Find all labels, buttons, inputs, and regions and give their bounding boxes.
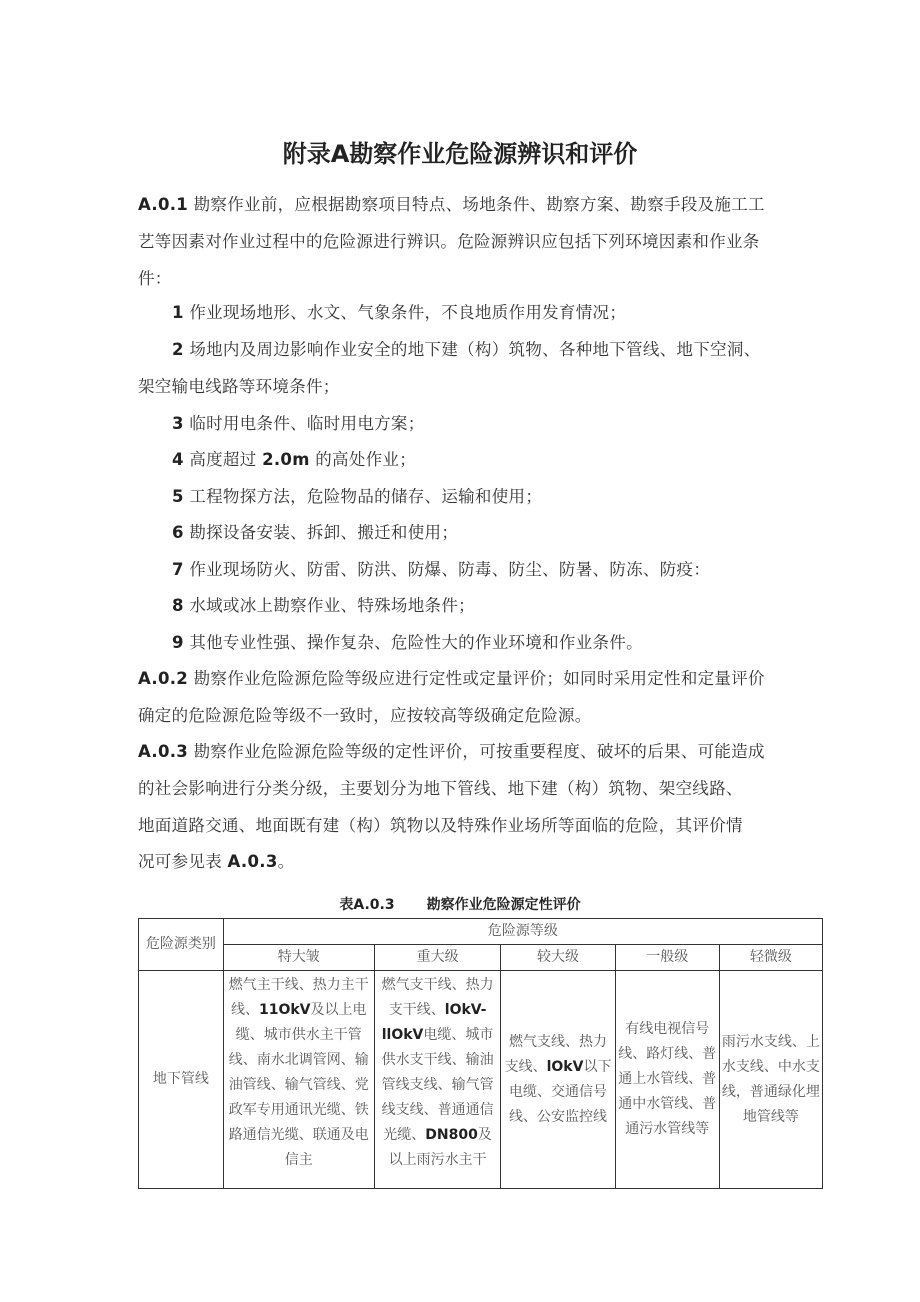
clause-text: 。 bbox=[277, 852, 295, 871]
clause-a03-line1 bbox=[138, 733, 828, 770]
item-text: 勘探设备安装、拆卸、搬迁和使用； bbox=[189, 523, 459, 542]
list-item bbox=[172, 514, 832, 551]
table-cell: 雨污水支线、上水支线、中水支线，普通绿化埋地管线等 bbox=[719, 971, 822, 1189]
header-hazard-level: 危险源等级 bbox=[223, 919, 822, 945]
table-subheader-row bbox=[139, 945, 823, 971]
cell-text: 燃气支线、热力支线、 bbox=[504, 1033, 608, 1075]
item-text: 临时用电条件、临时用电方案； bbox=[189, 414, 425, 433]
cell-value: lOkV bbox=[546, 1058, 584, 1075]
clause-a01-line3: 件： bbox=[138, 269, 172, 288]
clause-number: A.0.1 bbox=[138, 195, 189, 214]
cell-value: 11OkV bbox=[258, 1002, 311, 1018]
list-item bbox=[172, 441, 832, 478]
cell-text: 燃气支干线、热力支干线、 bbox=[381, 977, 494, 1018]
header-level: 较大级 bbox=[501, 945, 615, 971]
table-cell: 有线电视信号线、路灯线、普通上水管线、普通中水管线、普通污水管线等 bbox=[615, 971, 719, 1189]
cell-text: 燃气主干线、热力主干线、 bbox=[228, 977, 369, 1018]
list-item-continuation: 架空输电线路等环境条件； bbox=[138, 377, 340, 396]
table-caption bbox=[0, 894, 920, 914]
cell-text: 及以上雨污水主干 bbox=[388, 1127, 492, 1168]
list-item bbox=[172, 587, 832, 624]
item-number: 8 bbox=[172, 596, 184, 615]
header-level: 轻微级 bbox=[719, 945, 822, 971]
list-item bbox=[172, 331, 832, 368]
item-number: 9 bbox=[172, 633, 184, 652]
item-text: 的高处作业； bbox=[315, 450, 417, 469]
list-item bbox=[172, 551, 832, 588]
item-number: 6 bbox=[172, 523, 184, 542]
page-title: 附录A勘察作业危险源辨识和评价 bbox=[282, 140, 638, 168]
table-header-row bbox=[139, 919, 823, 945]
cell-text: 电缆、城市供水支干线、输油管线支线、输气管线支线、普通通信光缆、 bbox=[381, 1027, 494, 1143]
hazard-evaluation-table bbox=[138, 918, 823, 1189]
item-text: 其他专业性强、操作复杂、危险性大的作业环境和作业条件。 bbox=[189, 633, 643, 652]
cell-text: 以下电缆、交通信号线、公安监控线 bbox=[509, 1058, 612, 1125]
table-cell bbox=[374, 971, 501, 1189]
clause-text: 勘察作业危险源危险等级应进行定性或定量评价；如同时采用定性和定量评价 bbox=[193, 669, 765, 688]
list-item bbox=[172, 294, 832, 331]
header-level: 重大级 bbox=[374, 945, 501, 971]
item-text: 作业现场防火、防雷、防洪、防爆、防毒、防尘、防暑、防冻、防疫： bbox=[189, 560, 711, 579]
clause-a03-line3: 地面道路交通、地面既有建（构）筑物以及特殊作业场所等面临的危险，其评价情 bbox=[138, 816, 743, 835]
clause-a02-line1 bbox=[138, 660, 828, 697]
header-level: 一般级 bbox=[615, 945, 719, 971]
item-text: 作业现场地形、水文、气象条件，不良地质作用发育情况； bbox=[189, 303, 627, 322]
item-value: 2.0m bbox=[262, 450, 310, 469]
item-text: 水域或冰上勘察作业、特殊场地条件； bbox=[189, 596, 475, 615]
item-number: 2 bbox=[172, 340, 184, 359]
clause-a01-line2: 艺等因素对作业过程中的危险源进行辨识。危险源辨识应包括下列环境因素和作业条 bbox=[138, 232, 760, 251]
item-number: 3 bbox=[172, 414, 184, 433]
list-item bbox=[172, 624, 832, 661]
clause-a03-line4 bbox=[138, 843, 828, 880]
cell-text: 及以上电缆、城市供水主干管线、南水北调管网、输油管线、输气管线、党政军专用通讯光缆、铁路通信光缆、联通及电信主 bbox=[228, 1002, 369, 1168]
item-number: 5 bbox=[172, 487, 184, 506]
clause-text: 勘察作业前，应根据勘察项目特点、场地条件、勘察方案、勘察手段及施工工 bbox=[193, 195, 765, 214]
header-hazard-type: 危险源类别 bbox=[139, 919, 224, 971]
cell-value: lOkV-llOkV bbox=[381, 1002, 487, 1043]
item-number: 7 bbox=[172, 560, 184, 579]
table-title: 勘察作业危险源定性评价 bbox=[426, 897, 581, 913]
table-cell bbox=[501, 971, 615, 1189]
clause-number: A.0.3 bbox=[138, 742, 189, 761]
clause-a03-line2: 的社会影响进行分类分级，主要划分为地下管线、地下建（构）筑物、架空线路、 bbox=[138, 779, 743, 798]
table-number: 表A.0.3 bbox=[339, 897, 395, 913]
list-item bbox=[172, 405, 832, 442]
clause-a02-line2: 确定的危险源危险等级不一致时，应按较高等级确定危险源。 bbox=[138, 706, 592, 725]
clause-number: A.0.2 bbox=[138, 669, 189, 688]
row-label: 地下管线 bbox=[139, 971, 224, 1189]
list-item bbox=[172, 478, 832, 515]
clause-text: 勘察作业危险源危险等级的定性评价，可按重要程度、破坏的后果、可能造成 bbox=[193, 742, 765, 761]
item-text: 场地内及周边影响作业安全的地下建（构）筑物、各种地下管线、地下空洞、 bbox=[189, 340, 761, 359]
table-reference: A.0.3 bbox=[227, 852, 278, 871]
item-number: 1 bbox=[172, 303, 184, 322]
header-level: 特大皱 bbox=[223, 945, 374, 971]
item-text: 工程物探方法，危险物品的储存、运输和使用； bbox=[189, 487, 543, 506]
table-cell bbox=[223, 971, 374, 1189]
clause-a01-line1 bbox=[138, 186, 828, 223]
item-text: 高度超过 bbox=[189, 450, 257, 469]
item-number: 4 bbox=[172, 450, 184, 469]
table-row bbox=[139, 971, 823, 1189]
clause-text: 况可参见表 bbox=[138, 852, 222, 871]
cell-value: DN800 bbox=[425, 1127, 478, 1143]
